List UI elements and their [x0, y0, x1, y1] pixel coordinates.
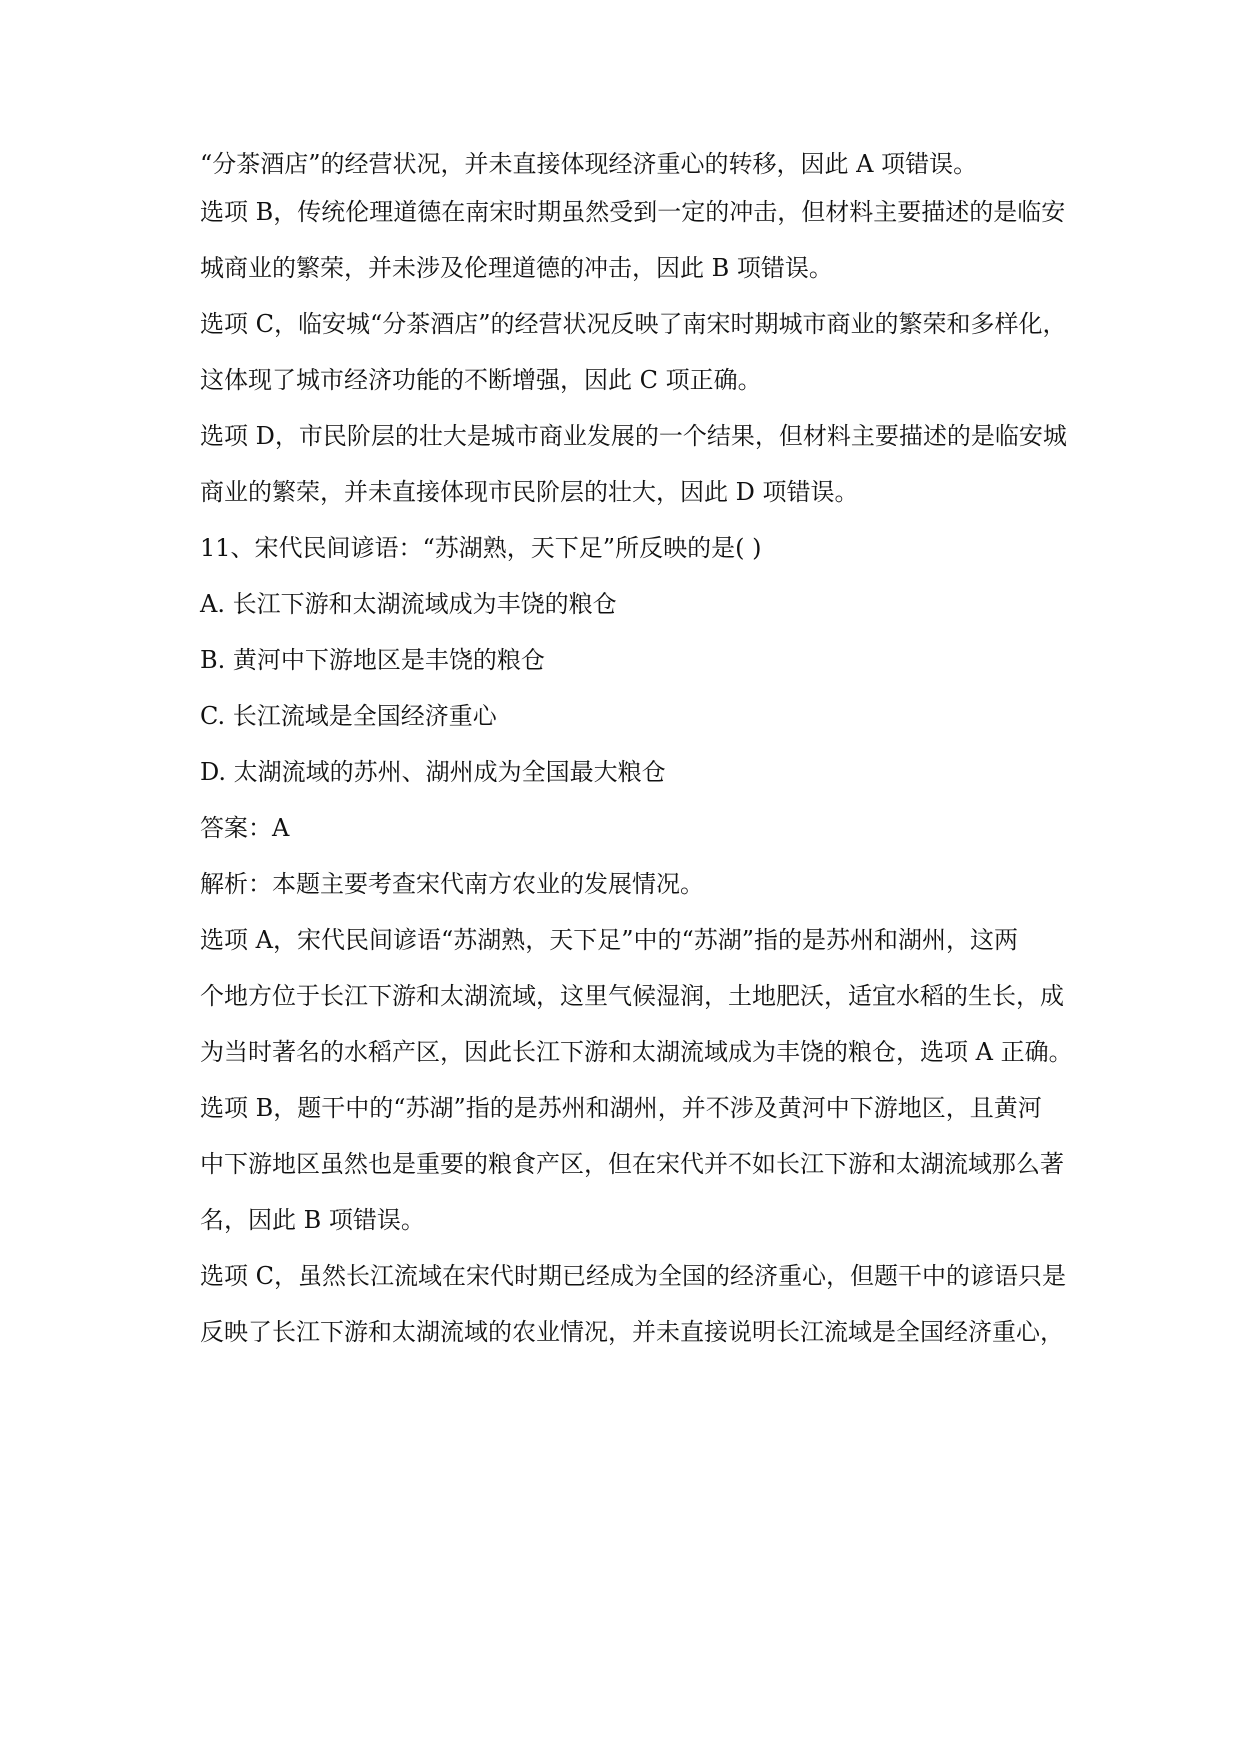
question-title: 11、宋代民间谚语：“苏湖熟，天下足”所反映的是( ): [200, 534, 762, 562]
text-line: 选项 B，传统伦理道德在南宋时期虽然受到一定的冲击，但材料主要描述的是临安: [200, 198, 1066, 226]
answer: 答案：A: [200, 814, 290, 842]
text-line: 个地方位于长江下游和太湖流域，这里气候湿润，土地肥沃，适宜水稻的生长，成: [200, 982, 1064, 1010]
text-line: 为当时著名的水稻产区，因此长江下游和太湖流域成为丰饶的粮仓，选项 A 正确。: [200, 1038, 1073, 1066]
text-line: 反映了长江下游和太湖流域的农业情况，并未直接说明长江流域是全国经济重心，: [200, 1318, 1064, 1346]
text-line: 选项 C，虽然长江流域在宋代时期已经成为全国的经济重心，但题干中的谚语只是: [200, 1262, 1066, 1290]
text-line: 这体现了城市经济功能的不断增强，因此 C 项正确。: [200, 366, 762, 394]
option-a: A. 长江下游和太湖流域成为丰饶的粮仓: [200, 590, 617, 618]
text-line: 选项 A，宋代民间谚语“苏湖熟，天下足”中的“苏湖”指的是苏州和湖州，这两: [200, 926, 1019, 954]
text-line: 名，因此 B 项错误。: [200, 1206, 425, 1234]
option-d: D. 太湖流域的苏州、湖州成为全国最大粮仓: [200, 758, 666, 786]
text-line: 选项 C，临安城“分茶酒店”的经营状况反映了南宋时期城市商业的繁荣和多样化，: [200, 310, 1067, 338]
text-line: 商业的繁荣，并未直接体现市民阶层的壮大，因此 D 项错误。: [200, 478, 859, 506]
option-b: B. 黄河中下游地区是丰饶的粮仓: [200, 646, 545, 674]
text-line: 中下游地区虽然也是重要的粮食产区，但在宋代并不如长江下游和太湖流域那么著: [200, 1150, 1064, 1178]
text-line: 城商业的繁荣，并未涉及伦理道德的冲击，因此 B 项错误。: [200, 254, 833, 282]
analysis-intro: 解析：本题主要考查宋代南方农业的发展情况。: [200, 870, 704, 898]
text-line: 选项 D，市民阶层的壮大是城市商业发展的一个结果，但材料主要描述的是临安城: [200, 422, 1067, 450]
text-line: “分茶酒店”的经营状况，并未直接体现经济重心的转移，因此 A 项错误。: [200, 150, 978, 178]
text-line: 选项 B，题干中的“苏湖”指的是苏州和湖州，并不涉及黄河中下游地区，且黄河: [200, 1094, 1042, 1122]
option-c: C. 长江流域是全国经济重心: [200, 702, 497, 730]
